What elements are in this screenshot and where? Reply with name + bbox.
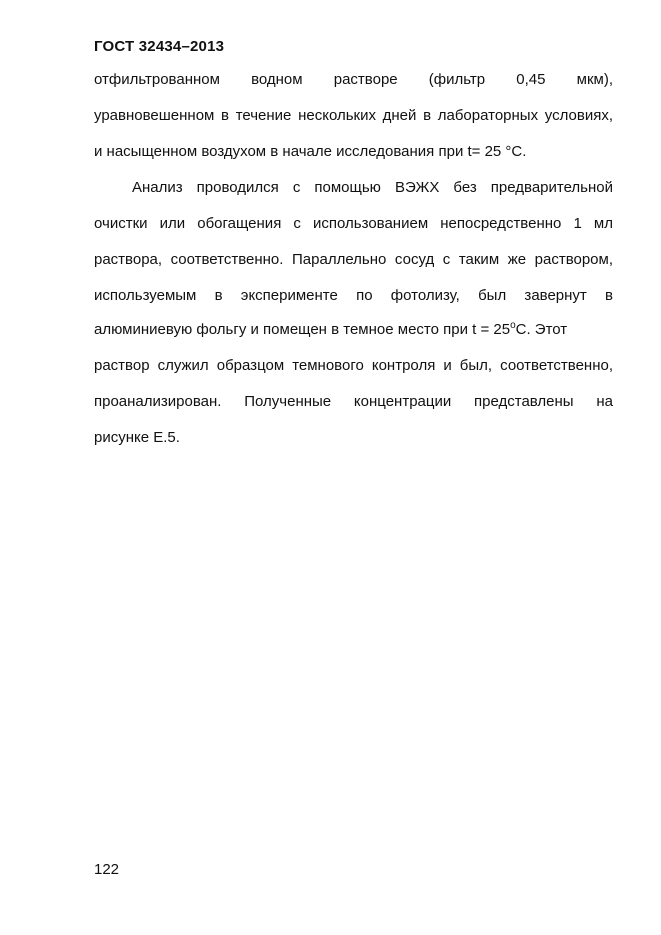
body-line-10: проанализирован. Полученные концентрации представлены на xyxy=(94,393,613,410)
degree-superscript: o xyxy=(510,320,516,331)
body-line-6: раствора, соответственно. Параллельно сосуд с таким же раствором, xyxy=(94,251,613,268)
body-line-3: и насыщенном воздухом в начале исследования при t= 25 °С. xyxy=(94,143,527,160)
body-line-8 xyxy=(94,322,613,338)
body-line-8-tail: С. Этот xyxy=(515,321,568,338)
page-number: 122 xyxy=(94,861,120,878)
body-line-5: очистки или обогащения с использованием непосредственно 1 мл xyxy=(94,215,613,232)
body-line-11: рисунке Е.5. xyxy=(94,429,180,446)
body-line-8-main xyxy=(94,322,567,338)
body-line-9: раствор служил образцом темнового контроля и был, соответственно, xyxy=(94,357,613,374)
body-line-7: используемым в эксперименте по фотолизу, был завернут в xyxy=(94,287,613,304)
body-line-8-text: алюминиевую фольгу и помещен в темное место при t = 25 xyxy=(94,321,511,338)
standard-header: ГОСТ 32434–2013 xyxy=(94,38,225,55)
body-line-1: отфильтрованном водном растворе (фильтр 0,45 мкм), xyxy=(94,71,613,88)
body-line-2: уравновешенном в течение нескольких дней в лабораторных условиях, xyxy=(94,107,613,124)
body-line-4: Анализ проводился с помощью ВЭЖХ без предварительной xyxy=(132,179,613,196)
